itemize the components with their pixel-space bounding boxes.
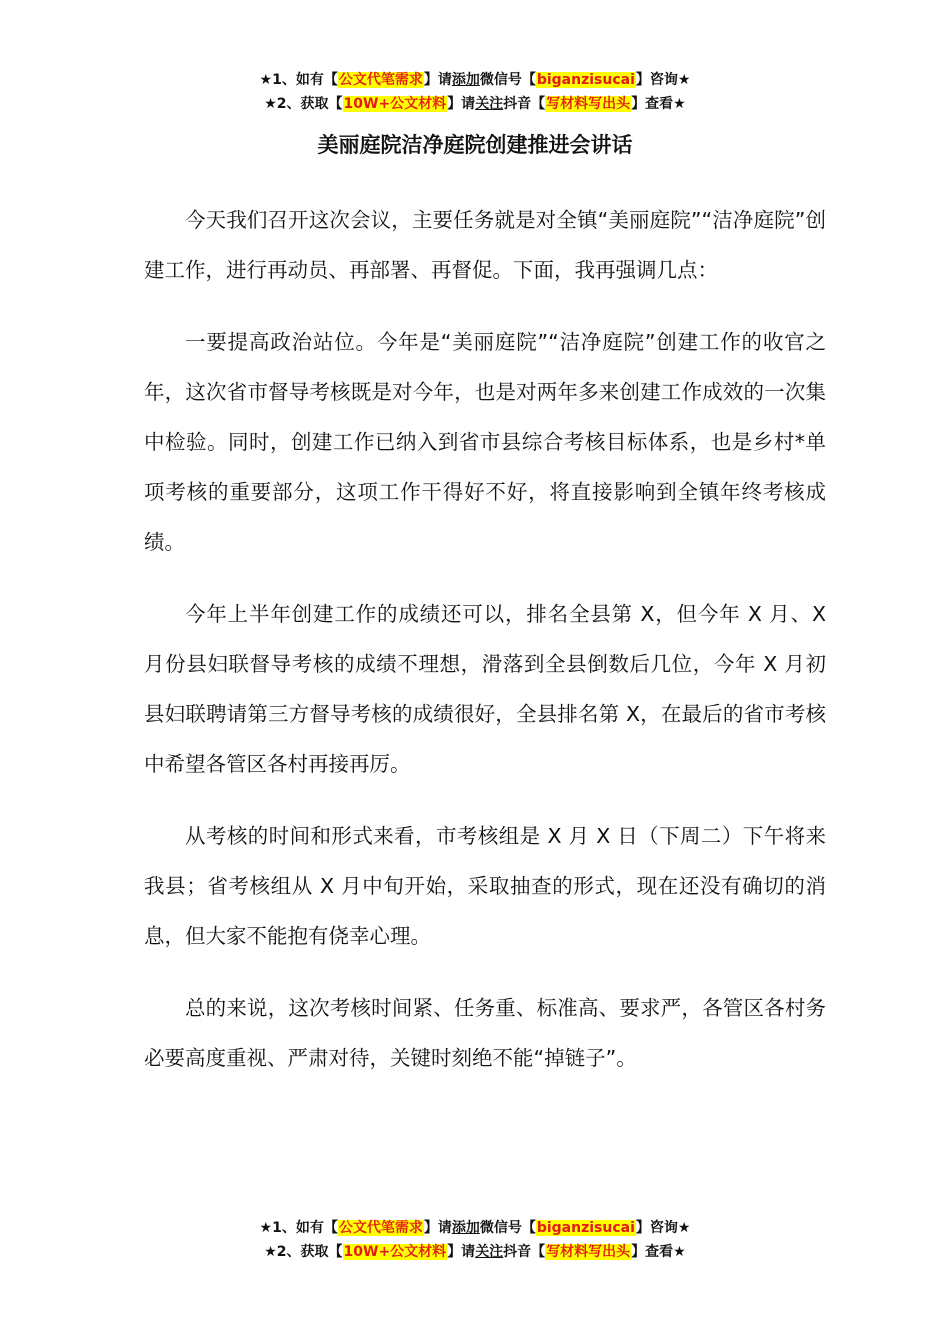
promo-underline: 关注 xyxy=(475,96,504,112)
promo-wechat-id: biganzisucai xyxy=(536,72,635,88)
promo-douyin-id: 写材料写出头 xyxy=(546,96,631,112)
promo-text: ★1、如有【 xyxy=(259,72,338,88)
promo-underline: 添加 xyxy=(451,1220,480,1236)
promo-header xyxy=(0,68,950,116)
promo-text: 】请 xyxy=(447,96,476,112)
promo-text: 抖音【 xyxy=(503,1244,546,1260)
promo-text: 】查看★ xyxy=(631,96,686,112)
promo-line-1 xyxy=(0,1216,950,1240)
promo-highlight: 10W+公文材料 xyxy=(343,96,447,112)
promo-text: 】请 xyxy=(447,1244,476,1260)
promo-text: 】查看★ xyxy=(631,1244,686,1260)
promo-text: 微信号【 xyxy=(479,72,536,88)
promo-wechat-id: biganzisucai xyxy=(536,1220,635,1236)
promo-text: 】请 xyxy=(423,1220,452,1236)
promo-douyin-id: 写材料写出头 xyxy=(546,1244,631,1260)
promo-text: 】请 xyxy=(423,72,452,88)
paragraph: 从考核的时间和形式来看，市考核组是 X 月 X 日（下周二）下午将来我县；省考核组从 X 月中旬开始，采取抽查的形式，现在还没有确切的消息，但大家不能抱有侥幸心理。 xyxy=(144,824,826,948)
promo-line-2 xyxy=(0,92,950,116)
promo-text: ★2、获取【 xyxy=(264,1244,343,1260)
promo-text: 】咨询★ xyxy=(635,72,691,88)
paragraph: 今年上半年创建工作的成绩还可以，排名全县第 X，但今年 X 月、X 月份县妇联督导考核的成绩不理想，滑落到全县倒数后几位，今年 X 月初县妇联聘请第三方督导考核的成绩很好，全县排名第 X，在最后的省市考核中希望各管区各村再接再厉。 xyxy=(144,602,826,776)
paragraph: 一要提高政治站位。今年是“美丽庭院”“洁净庭院”创建工作的收官之年，这次省市督导考核既是对今年，也是对两年多来创建工作成效的一次集中检验。同时，创建工作已纳入到省市县综合考核目标体系，也是乡村*单项考核的重要部分，这项工作干得好不好，将直接影响到全镇年终考核成绩。 xyxy=(144,330,826,554)
paragraph: 今天我们召开这次会议，主要任务就是对全镇“美丽庭院”“洁净庭院”创建工作，进行再动员、再部署、再督促。下面，我再强调几点： xyxy=(144,208,826,282)
paragraph: 总的来说，这次考核时间紧、任务重、标准高、要求严，各管区各村务必要高度重视、严肃对待，关键时刻绝不能“掉链子”。 xyxy=(144,996,826,1070)
promo-underline: 关注 xyxy=(475,1244,504,1260)
document-title: 美丽庭院洁净庭院创建推进会讲话 xyxy=(317,133,633,157)
promo-highlight: 10W+公文材料 xyxy=(343,1244,447,1260)
promo-text: ★2、获取【 xyxy=(264,96,343,112)
promo-text: 】咨询★ xyxy=(635,1220,691,1236)
promo-footer xyxy=(0,1216,950,1264)
promo-text: 抖音【 xyxy=(503,96,546,112)
promo-underline: 添加 xyxy=(451,72,480,88)
promo-text: ★1、如有【 xyxy=(259,1220,338,1236)
promo-line-2 xyxy=(0,1240,950,1264)
promo-highlight: 公文代笔需求 xyxy=(338,1220,423,1236)
promo-highlight: 公文代笔需求 xyxy=(338,72,423,88)
document-body xyxy=(144,195,826,1105)
promo-text: 微信号【 xyxy=(479,1220,536,1236)
promo-line-1 xyxy=(0,68,950,92)
